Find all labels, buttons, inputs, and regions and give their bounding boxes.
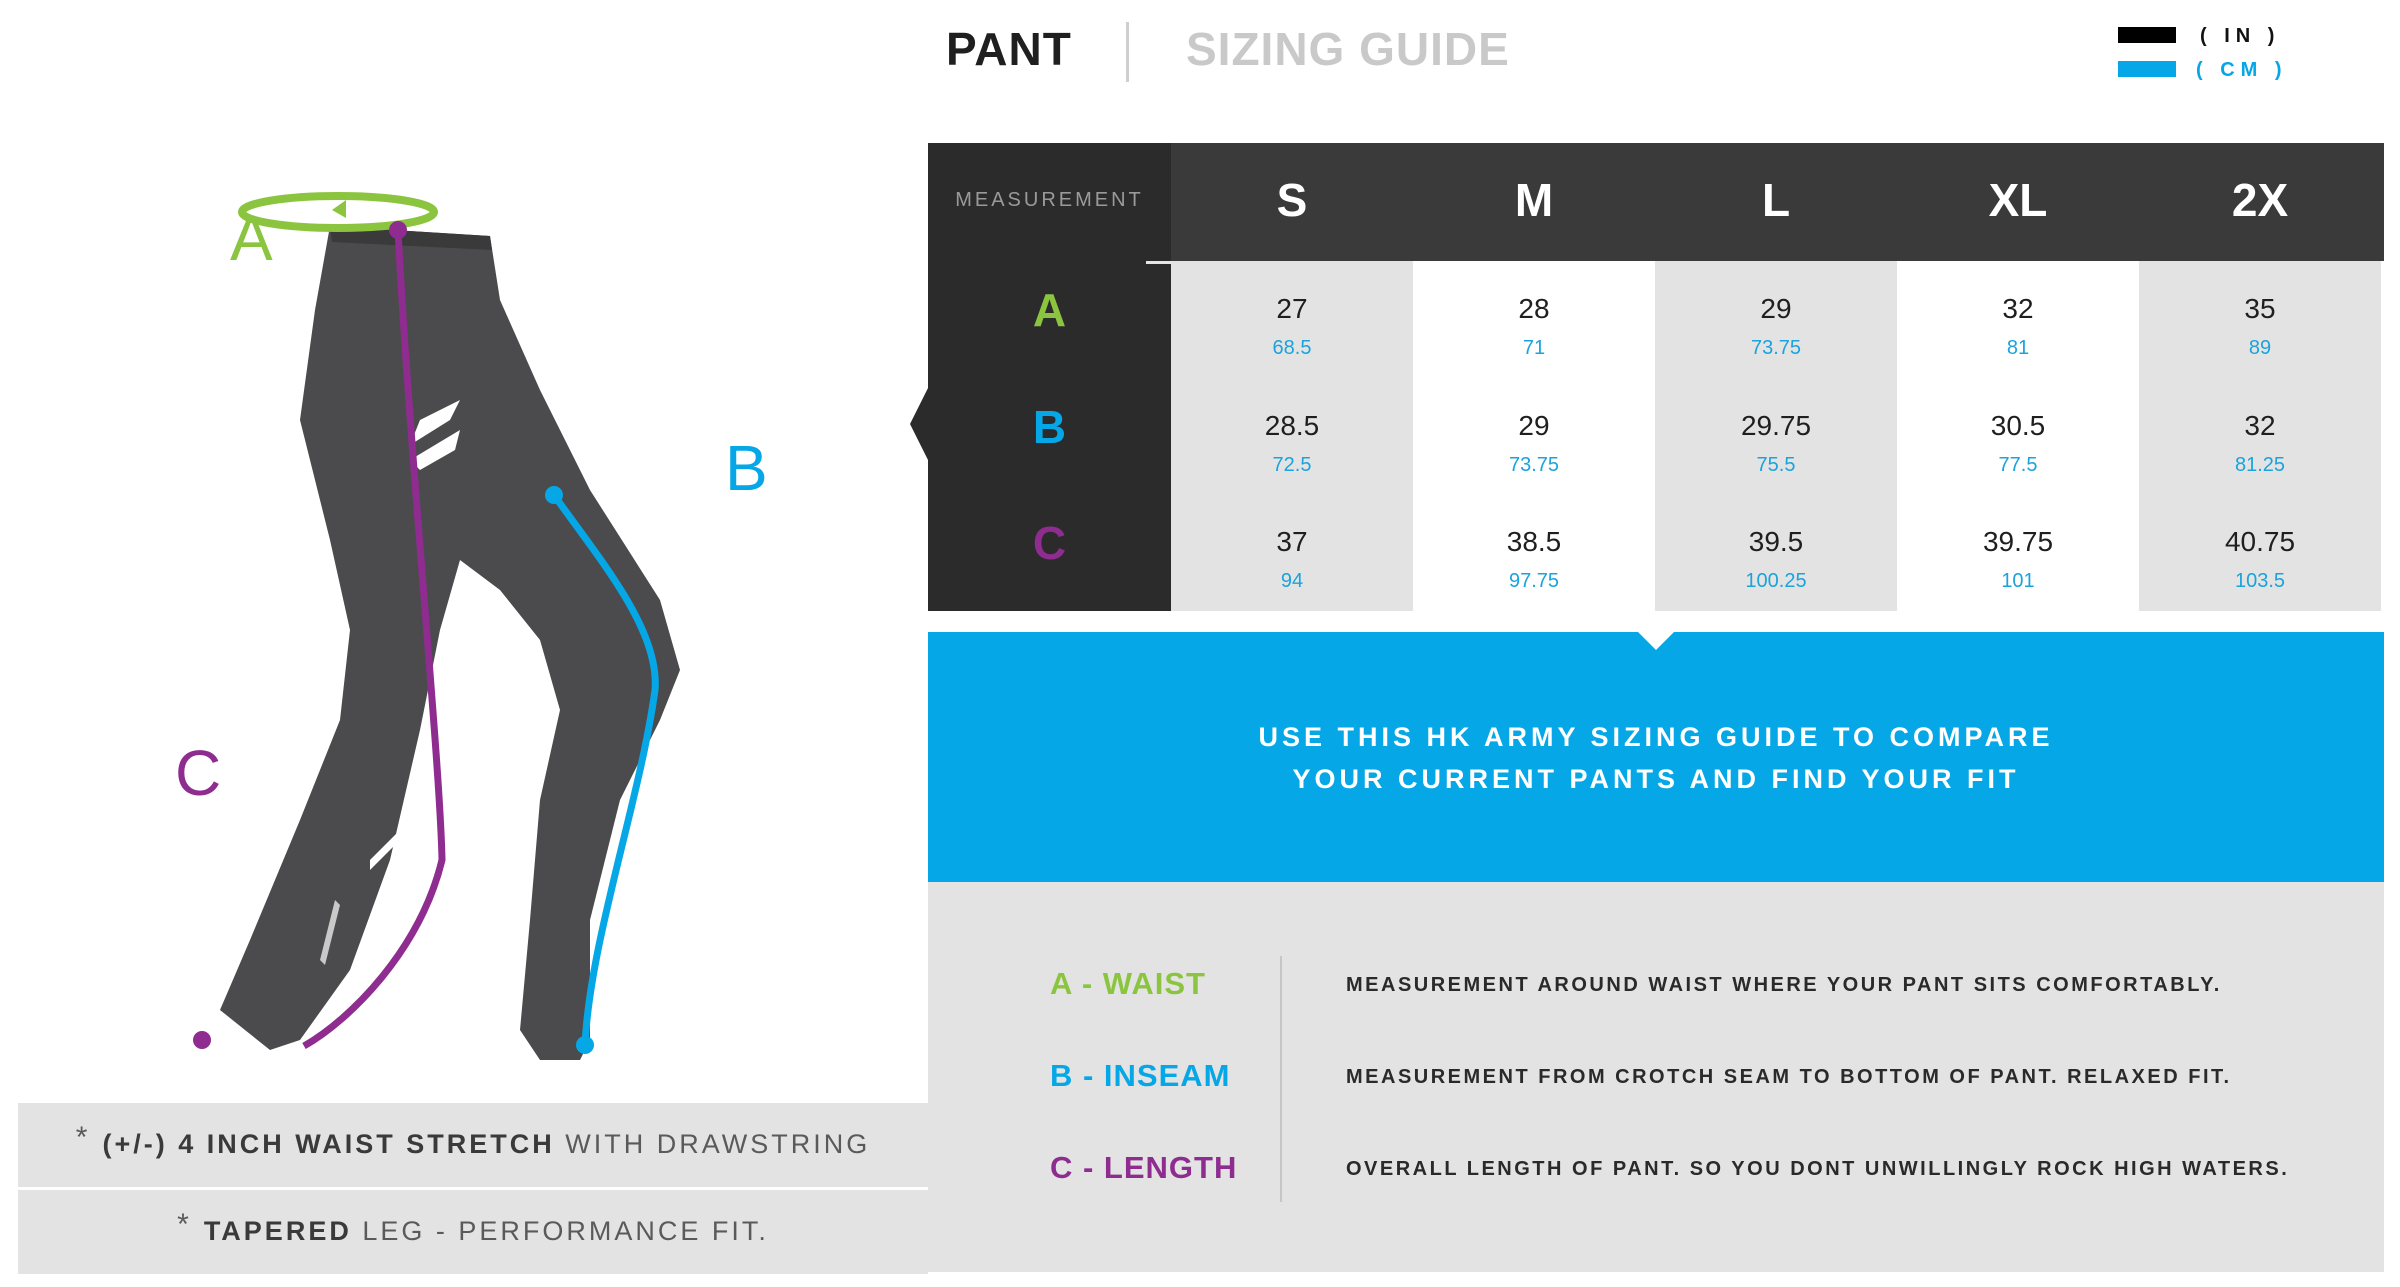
cell-centimeters: 100.25: [1745, 570, 1807, 592]
row-letter-c: C: [1032, 517, 1067, 569]
cell-inches: 29.75: [1740, 410, 1812, 441]
cell-inches: 29: [1518, 410, 1550, 441]
measurement-header: MEASUREMENT: [955, 189, 1144, 211]
title-divider: [1126, 22, 1129, 82]
measurement-column: [928, 143, 1171, 611]
cell-centimeters: 73.75: [1750, 337, 1802, 359]
page-subtitle: SIZING GUIDE: [1186, 23, 1510, 75]
diagram-label-b: B: [725, 432, 768, 504]
cell-inches: 27: [1276, 293, 1308, 324]
length-end-dot: [193, 1031, 211, 1049]
definition-label-inseam: B - INSEAM: [1050, 1058, 1231, 1093]
cell-inches: 28: [1518, 293, 1550, 324]
page-title: PANT: [946, 23, 1072, 75]
note-tapered-leg: [18, 1190, 928, 1274]
header-divider: [1146, 261, 1171, 264]
note-star-icon: *: [177, 1208, 192, 1241]
pointer-arrow-icon: [910, 388, 928, 460]
legend-label-cm: ( CM ): [2196, 59, 2288, 81]
definitions-panel: [928, 882, 2384, 1272]
size-header-xl: XL: [1988, 174, 2048, 226]
cell-inches: 39.5: [1748, 526, 1804, 557]
cell-inches: 37: [1276, 526, 1308, 557]
cell-centimeters: 89: [2248, 337, 2272, 359]
definition-label-waist: A - WAIST: [1050, 966, 1206, 1001]
cell-inches: 39.75: [1982, 526, 2054, 557]
cell-centimeters: 77.5: [1998, 454, 2038, 476]
inseam-start-dot: [545, 486, 563, 504]
cell-inches: 32: [2002, 293, 2034, 324]
definition-text-length: OVERALL LENGTH OF PANT. SO YOU DONT UNWILLINGLY ROCK HIGH WATERS.: [1346, 1158, 2290, 1180]
cell-centimeters: 81: [2006, 337, 2030, 359]
legend-swatch-cm: [2118, 61, 2176, 77]
cell-inches: 30.5: [1990, 410, 2046, 441]
banner-text-line2: YOUR CURRENT PANTS AND FIND YOUR FIT: [1292, 764, 2020, 794]
legend-swatch-in: [2118, 27, 2176, 43]
pant-diagram: [120, 160, 920, 1090]
cell-inches: 29: [1760, 293, 1792, 324]
length-start-dot: [389, 221, 407, 239]
cell-inches: 32: [2244, 410, 2276, 441]
cell-centimeters: 72.5: [1272, 454, 1312, 476]
cell-inches: 38.5: [1506, 526, 1562, 557]
cell-centimeters: 75.5: [1756, 454, 1796, 476]
cell-centimeters: 81.25: [2234, 454, 2286, 476]
definition-label-length: C - LENGTH: [1050, 1150, 1238, 1185]
legend-label-in: ( IN ): [2200, 25, 2281, 47]
inseam-end-dot: [576, 1036, 594, 1054]
note-rest-text: WITH DRAWSTRING: [554, 1129, 871, 1159]
size-header-m: M: [1514, 174, 1554, 226]
definition-text-waist: MEASUREMENT AROUND WAIST WHERE YOUR PANT SITS COMFORTABLY.: [1346, 974, 2222, 996]
banner-text-line1: USE THIS HK ARMY SIZING GUIDE TO COMPARE: [1258, 722, 2054, 752]
note-rest-text: LEG - PERFORMANCE FIT.: [351, 1216, 769, 1246]
cell-centimeters: 94: [1280, 570, 1304, 592]
cell-centimeters: 97.75: [1508, 570, 1560, 592]
note-waist-stretch: [18, 1103, 928, 1187]
info-banner: [928, 632, 2384, 882]
row-letter-b: B: [1032, 401, 1067, 453]
note-bold-text: (+/-) 4 INCH WAIST STRETCH: [102, 1129, 555, 1159]
cell-inches: 40.75: [2224, 526, 2296, 557]
cell-centimeters: 101: [2001, 570, 2035, 592]
pant-illustration: [220, 226, 680, 1060]
cell-inches: 28.5: [1264, 410, 1320, 441]
definitions-divider: [1280, 956, 1282, 1202]
cell-centimeters: 71: [1522, 337, 1546, 359]
size-header-2x: 2X: [2231, 174, 2289, 226]
size-header-l: L: [1761, 174, 1791, 226]
size-header-s: S: [1276, 174, 1308, 226]
row-letter-a: A: [1032, 284, 1067, 336]
size-header-row: [1171, 143, 2384, 261]
banner-notch-icon: [1638, 632, 1674, 650]
note-bold-text: TAPERED: [203, 1216, 352, 1246]
waist-arrow-icon: [332, 200, 346, 218]
cell-centimeters: 103.5: [2234, 570, 2286, 592]
diagram-label-a: A: [230, 202, 273, 274]
note-star-icon: *: [75, 1121, 91, 1154]
size-table: [928, 143, 2384, 611]
cell-inches: 35: [2244, 293, 2276, 324]
diagram-label-c: C: [175, 737, 222, 809]
cell-centimeters: 68.5: [1272, 337, 1312, 359]
cell-centimeters: 73.75: [1508, 454, 1560, 476]
definition-text-inseam: MEASUREMENT FROM CROTCH SEAM TO BOTTOM OF PANT. RELAXED FIT.: [1346, 1066, 2232, 1088]
